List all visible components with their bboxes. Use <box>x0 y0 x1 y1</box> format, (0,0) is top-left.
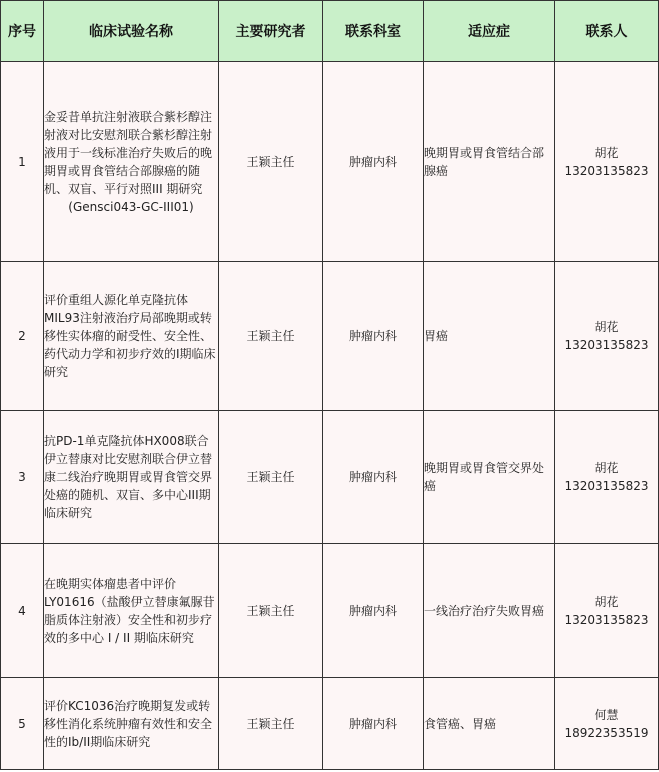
contact-cell <box>555 411 659 544</box>
department: 肿瘤内科 <box>323 544 424 678</box>
indication: 胃癌 <box>424 262 555 411</box>
trial-name: 抗PD-1单克隆抗体HX008联合伊立替康对比安慰剂联合伊立替康二线治疗晚期胃或胃食管交界处癌的随机、双盲、多中心III期临床研究 <box>44 411 219 544</box>
trial-name: 评价重组人源化单克隆抗体MIL93注射液治疗局部晚期或转移性实体瘤的耐受性、安全性、药代动力学和初步疗效的I期临床研究 <box>44 262 219 411</box>
indication: 晚期胃或胃食管结合部腺癌 <box>424 62 555 262</box>
header-trial-name: 临床试验名称 <box>44 1 219 62</box>
row-number: 2 <box>1 262 44 411</box>
trial-name: 在晚期实体瘤患者中评价LY01616（盐酸伊立替康氟脲苷脂质体注射液）安全性和初步疗效的多中心 I / II 期临床研究 <box>44 544 219 678</box>
header-indication: 适应症 <box>424 1 555 62</box>
department: 肿瘤内科 <box>323 62 424 262</box>
trial-name: 评价KC1036治疗晚期复发或转移性消化系统肿瘤有效性和安全性的Ib/II期临床研究 <box>44 678 219 770</box>
header-row <box>1 1 659 62</box>
contact-name: 胡花 <box>594 320 619 334</box>
study-code: (Gensci043-GC-III01) <box>68 199 194 214</box>
row-number: 4 <box>1 544 44 678</box>
department: 肿瘤内科 <box>323 262 424 411</box>
indication: 晚期胃或胃食管交界处癌 <box>424 411 555 544</box>
header-department: 联系科室 <box>323 1 424 62</box>
contact-name: 胡花 <box>594 594 619 609</box>
principal-investigator: 王颖主任 <box>219 678 323 770</box>
table-row <box>1 411 659 544</box>
table-body <box>1 62 659 770</box>
row-number: 1 <box>1 62 44 262</box>
trial-name: 金妥昔单抗注射液联合紫杉醇注射液对比安慰剂联合紫杉醇注射液用于一线标准治疗失败后的晚期胃或胃食管结合部腺癌的随机、双盲、平行对照III 期研究 <box>44 109 213 196</box>
department: 肿瘤内科 <box>323 678 424 770</box>
contact-cell <box>555 62 659 262</box>
contact-phone: 18922353519 <box>564 725 649 740</box>
contact-phone: 13203135823 <box>564 612 649 627</box>
table-header <box>1 1 659 62</box>
principal-investigator: 王颖主任 <box>219 411 323 544</box>
contact-phone: 13203135823 <box>564 479 649 493</box>
trial-name-cell <box>44 62 219 262</box>
table-row <box>1 678 659 770</box>
principal-investigator: 王颖主任 <box>219 544 323 678</box>
contact-phone: 13203135823 <box>564 338 649 352</box>
table-row <box>1 62 659 262</box>
contact-cell <box>555 262 659 411</box>
contact-name: 胡花 <box>594 145 619 160</box>
row-number: 3 <box>1 411 44 544</box>
contact-name: 何慧 <box>594 707 619 722</box>
header-contact: 联系人 <box>555 1 659 62</box>
contact-name: 胡花 <box>594 461 619 475</box>
indication: 一线治疗治疗失败胃癌 <box>424 544 555 678</box>
table-row <box>1 544 659 678</box>
table-row <box>1 262 659 411</box>
department: 肿瘤内科 <box>323 411 424 544</box>
header-no: 序号 <box>1 1 44 62</box>
indication: 食管癌、胃癌 <box>424 678 555 770</box>
principal-investigator: 王颖主任 <box>219 262 323 411</box>
contact-cell <box>555 678 659 770</box>
contact-phone: 13203135823 <box>564 163 649 178</box>
contact-cell <box>555 544 659 678</box>
row-number: 5 <box>1 678 44 770</box>
principal-investigator: 王颖主任 <box>219 62 323 262</box>
header-principal-investigator: 主要研究者 <box>219 1 323 62</box>
